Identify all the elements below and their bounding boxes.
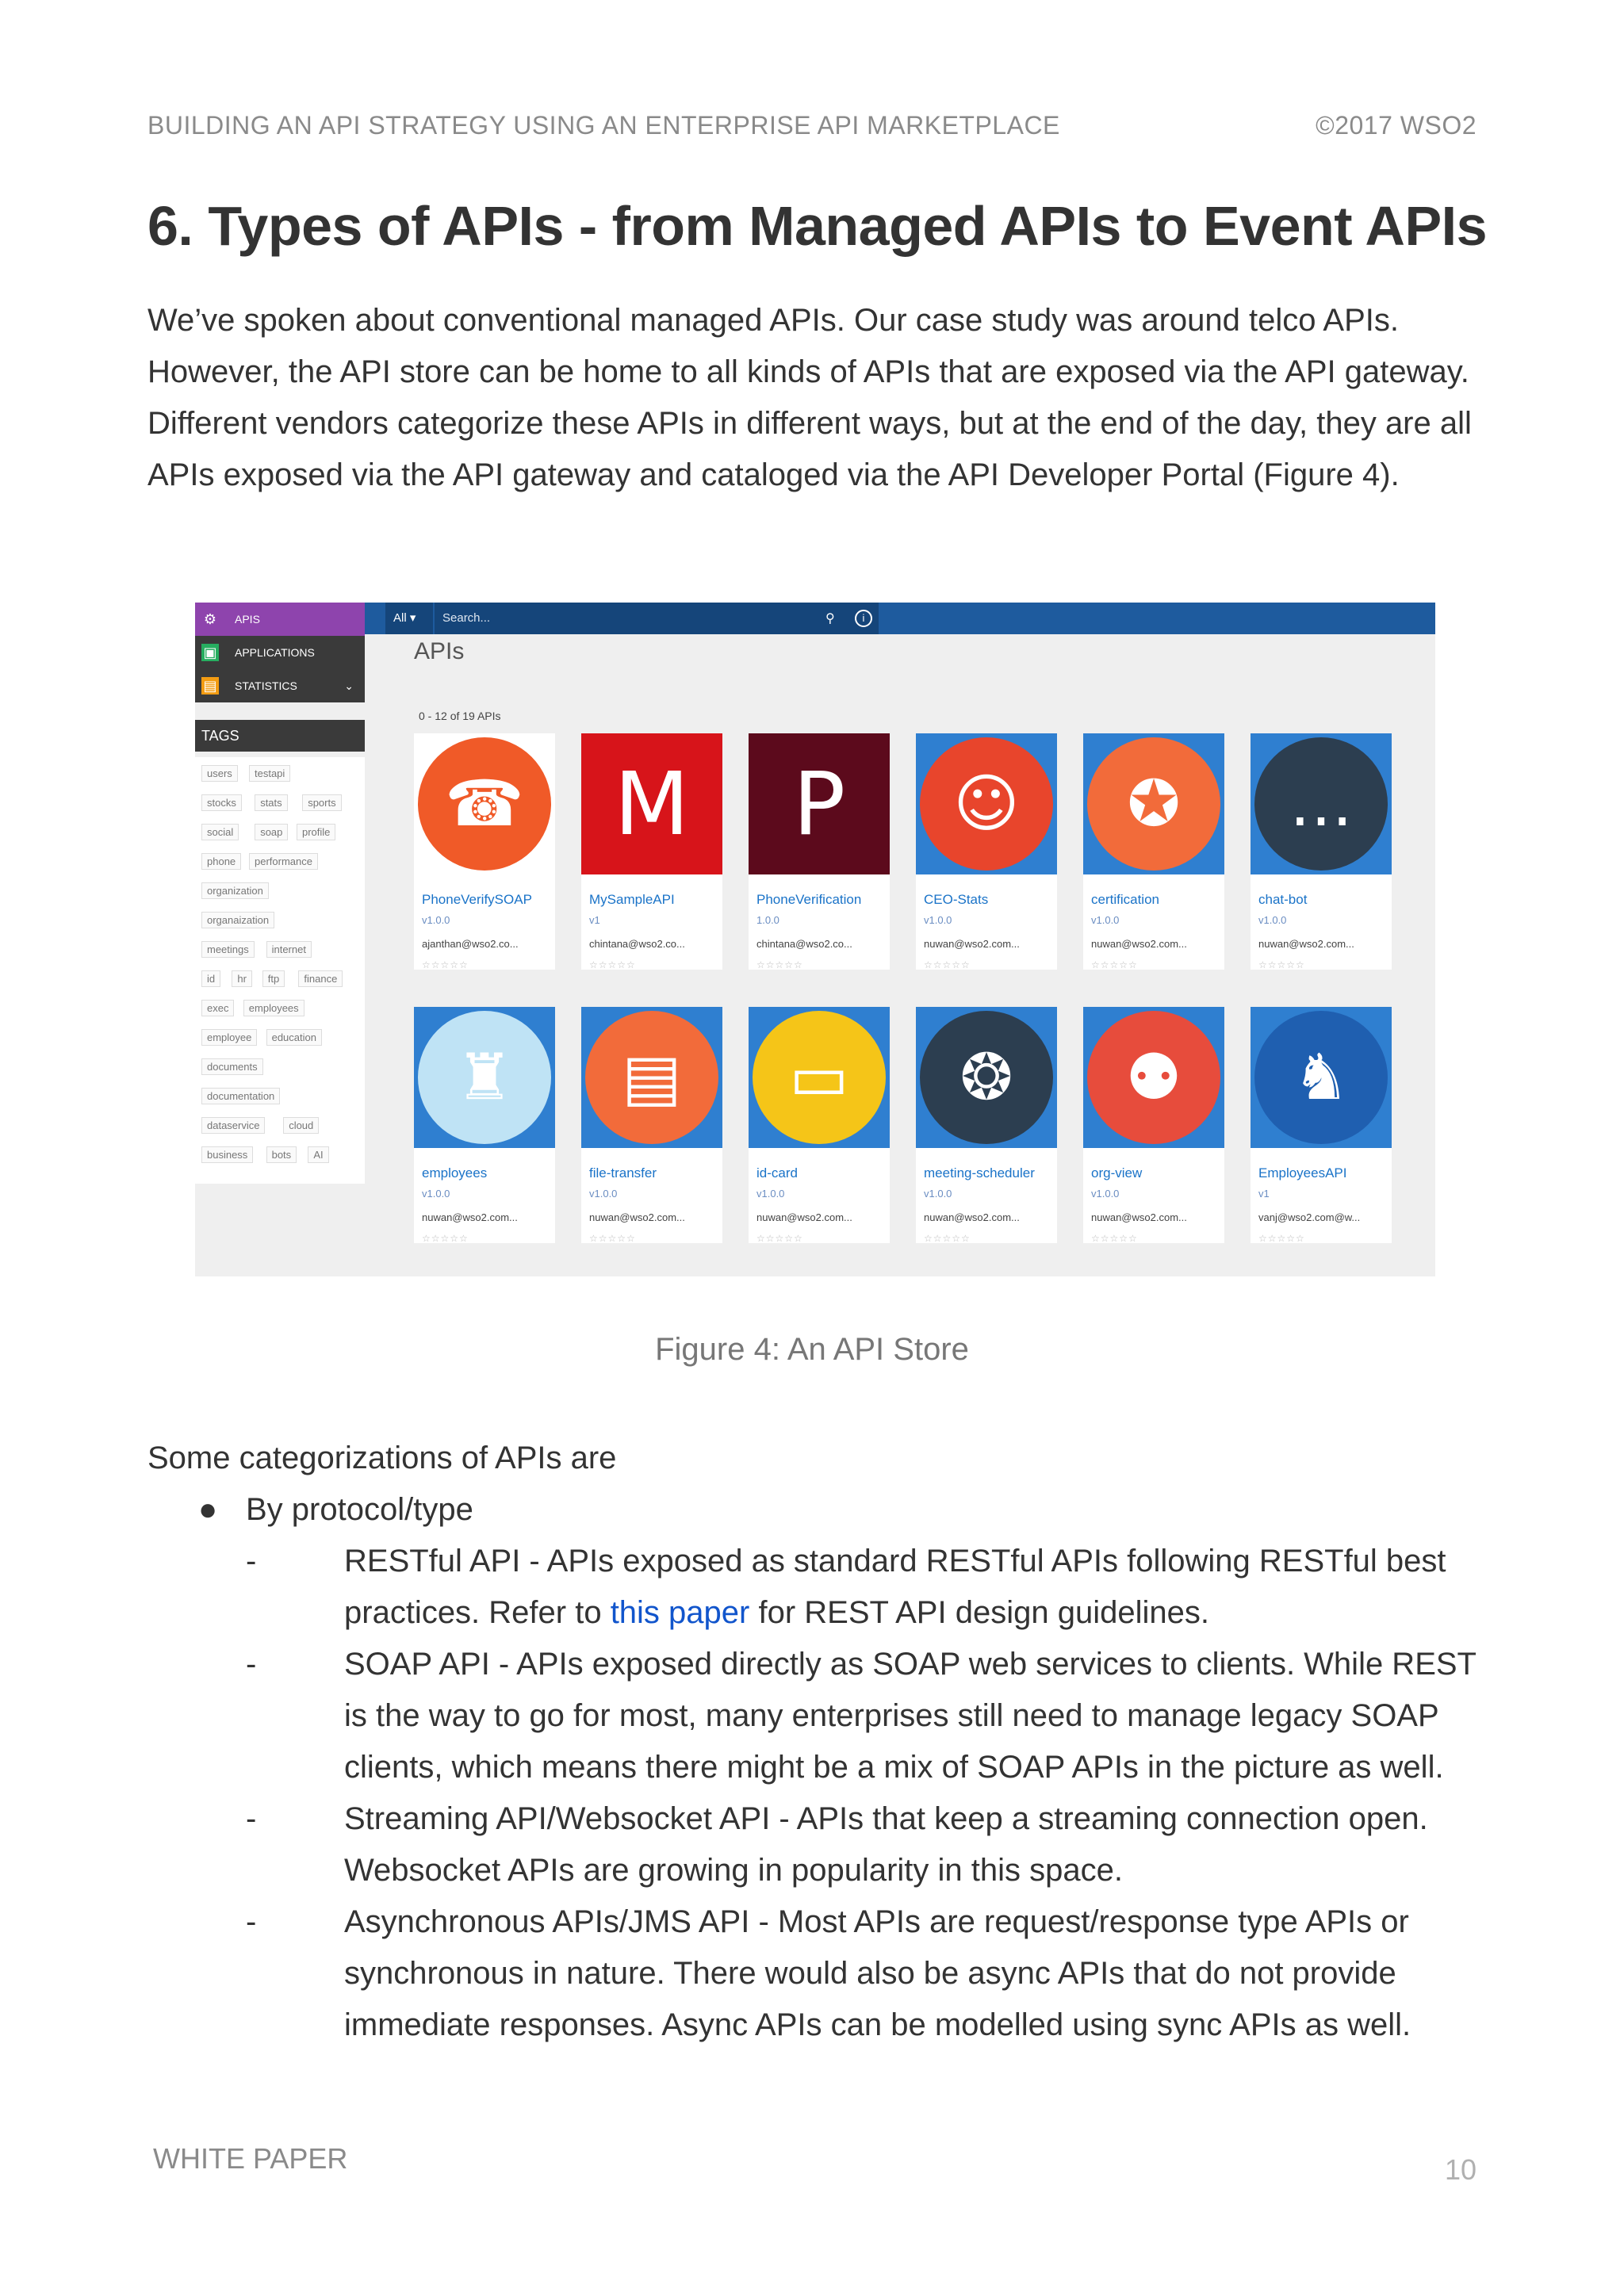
tag-chip[interactable]: documents [201, 1058, 263, 1075]
list-item-restful: - RESTful API - APIs exposed as standard RESTful APIs following RESTful best practices. Refer to this paper for REST API design guidelines. [246, 1544, 1446, 1630]
async-text: Asynchronous APIs/JMS API - Most APIs are request/response type APIs or synchronous in nature. There would also be async APIs that do not provide immediate responses. Async APIs can be modelled using sync APIs as well. [344, 1904, 1411, 2042]
api-card[interactable] [916, 1007, 1057, 1243]
bullet-icon: ● [198, 1492, 218, 1527]
sidebar-item-label: APPLICATIONS [235, 646, 315, 659]
tag-chip[interactable]: profile [297, 824, 335, 840]
store-topbar [195, 603, 1435, 634]
api-thumbnail-icon: … [1254, 737, 1388, 871]
api-rating: ☆☆☆☆☆ [1258, 1233, 1305, 1244]
tag-chip[interactable]: meetings [201, 941, 255, 958]
info-icon[interactable]: i [855, 610, 872, 627]
tag-chip[interactable]: ftp [262, 970, 285, 987]
streaming-text: Streaming API/Websocket API - APIs that keep a streaming connection open. Websocket APIs are growing in popularity in this space. [344, 1801, 1428, 1888]
tag-chip[interactable]: phone [201, 853, 241, 870]
api-owner: nuwan@wso2.com... [589, 1211, 685, 1223]
tag-chip[interactable]: hr [232, 970, 252, 987]
footer-label: WHITE PAPER [153, 2142, 348, 2175]
category-select[interactable]: All ▾ [385, 603, 433, 634]
tags-heading: TAGS [195, 720, 365, 752]
api-thumbnail-icon: ☎ [418, 737, 551, 871]
api-rating: ☆☆☆☆☆ [756, 959, 803, 970]
api-card[interactable] [581, 1007, 722, 1243]
api-store-figure [195, 603, 1435, 1276]
api-thumbnail[interactable] [1083, 1007, 1224, 1148]
gear-icon: ⚙ [203, 611, 217, 627]
api-version: v1.0.0 [1258, 914, 1287, 926]
tag-chip[interactable]: cloud [283, 1117, 319, 1134]
api-owner: nuwan@wso2.com... [1258, 938, 1354, 950]
list-item-soap: - SOAP API - APIs exposed directly as SOAP web services to clients. While REST is the way to go for most, many enterprises still need to manage legacy SOAP clients, which means there might be a mix of SOAP APIs in the picture as well. [246, 1647, 1477, 1785]
chevron-down-icon: ⌄ [344, 679, 354, 692]
api-rating: ☆☆☆☆☆ [924, 1233, 971, 1244]
api-thumbnail-icon: ♞ [1254, 1011, 1388, 1144]
list-item-streaming: - Streaming API/Websocket API - APIs that keep a streaming connection open. Websocket APIs are growing in popularity in this space. [246, 1801, 1428, 1888]
api-thumbnail-icon: ⚉ [1087, 1011, 1220, 1144]
restful-text-suffix: for REST API design guidelines. [749, 1595, 1209, 1630]
api-version: v1 [1258, 1188, 1270, 1200]
sidebar-item-apis[interactable] [195, 603, 365, 636]
api-rating: ☆☆☆☆☆ [422, 1233, 469, 1244]
tag-chip[interactable]: finance [298, 970, 343, 987]
api-owner: ajanthan@wso2.co... [422, 938, 519, 950]
search-input[interactable]: Search... [435, 603, 879, 634]
tag-chip[interactable]: documentation [201, 1088, 280, 1104]
api-name[interactable]: EmployeesAPI [1258, 1165, 1347, 1181]
api-version: v1.0.0 [1091, 1188, 1120, 1200]
api-rating: ☆☆☆☆☆ [756, 1233, 803, 1244]
category-list [147, 1484, 1496, 2051]
tag-chip[interactable]: bots [266, 1146, 297, 1163]
api-owner: vanj@wso2.com@w... [1258, 1211, 1361, 1223]
api-thumbnail-icon: ▤ [585, 1011, 718, 1144]
api-thumbnail-icon: ♜ [418, 1011, 551, 1144]
api-version: v1.0.0 [1091, 914, 1120, 926]
api-rating: ☆☆☆☆☆ [1091, 1233, 1138, 1244]
api-rating: ☆☆☆☆☆ [589, 959, 636, 970]
tag-chip[interactable]: organization [201, 882, 269, 899]
header-copyright: ©2017 WSO2 [1316, 111, 1477, 140]
api-rating: ☆☆☆☆☆ [1258, 959, 1305, 970]
api-name[interactable]: certification [1091, 892, 1159, 907]
tag-chip[interactable]: education [266, 1029, 322, 1046]
api-version: v1.0.0 [924, 914, 952, 926]
figure-caption: Figure 4: An API Store [655, 1332, 969, 1367]
api-thumbnail[interactable] [1083, 733, 1224, 874]
sidebar-item-statistics[interactable] [195, 669, 365, 702]
result-count: 0 - 12 of 19 APIs [419, 710, 501, 722]
applications-icon: ▣ [201, 644, 219, 661]
tag-chip[interactable]: employees [243, 1000, 304, 1016]
categorizations-intro: Some categorizations of APIs are [147, 1441, 617, 1475]
tag-chip[interactable]: id [201, 970, 220, 987]
api-rating: ☆☆☆☆☆ [422, 959, 469, 970]
api-thumbnail[interactable] [414, 1007, 555, 1148]
api-version: v1.0.0 [589, 1188, 618, 1200]
tag-chip[interactable]: users [201, 765, 238, 782]
api-thumbnail-icon: ▭ [753, 1011, 886, 1144]
tag-cloud [195, 757, 365, 1184]
header-title: BUILDING AN API STRATEGY USING AN ENTERPRISE API MARKETPLACE [147, 111, 1060, 140]
tag-chip[interactable]: testapi [249, 765, 290, 782]
api-thumbnail[interactable] [581, 733, 722, 874]
list-item-async: - Asynchronous APIs/JMS API - Most APIs are request/response type APIs or synchronous in nature. There would also be async APIs that do not provide immediate responses. Async APIs can be modelled using sync APIs as well. [246, 1904, 1411, 2042]
api-thumbnail[interactable] [1251, 733, 1392, 874]
tag-chip[interactable]: stocks [201, 794, 242, 811]
api-thumbnail[interactable] [581, 1007, 722, 1148]
api-thumbnail-icon: ❂ [920, 1011, 1053, 1144]
tag-chip[interactable]: stats [255, 794, 287, 811]
tag-chip[interactable]: AI [308, 1146, 328, 1163]
api-name[interactable]: file-transfer [589, 1165, 657, 1181]
api-thumbnail[interactable] [916, 733, 1057, 874]
api-card[interactable] [1083, 1007, 1224, 1243]
api-rating: ☆☆☆☆☆ [1091, 959, 1138, 970]
api-version: v1.0.0 [422, 1188, 450, 1200]
api-rating: ☆☆☆☆☆ [589, 1233, 636, 1244]
api-name[interactable]: employees [422, 1165, 488, 1181]
api-name[interactable]: PhoneVerification [756, 892, 862, 907]
search-icon[interactable]: ⚲ [825, 612, 835, 626]
tag-chip[interactable]: performance [249, 853, 318, 870]
api-name[interactable]: meeting-scheduler [924, 1165, 1035, 1181]
api-name[interactable]: chat-bot [1258, 892, 1308, 907]
api-owner: nuwan@wso2.com... [924, 938, 1020, 950]
bullet-text: By protocol/type [246, 1492, 473, 1527]
api-version: v1.0.0 [924, 1188, 952, 1200]
api-thumbnail[interactable] [414, 733, 555, 874]
tag-chip[interactable]: internet [266, 941, 312, 958]
api-owner: nuwan@wso2.com... [756, 1211, 852, 1223]
api-thumbnail-icon: ☺ [920, 737, 1053, 871]
api-name[interactable]: CEO-Stats [924, 892, 989, 907]
api-rating: ☆☆☆☆☆ [924, 959, 971, 970]
api-thumbnail-icon: P [792, 753, 846, 855]
api-card[interactable] [414, 733, 555, 970]
api-card[interactable] [414, 1007, 555, 1243]
soap-text: SOAP API - APIs exposed directly as SOAP web services to clients. While REST is the way to go for most, many enterprises still need to manage legacy SOAP clients, which means there might be a mix of SOAP APIs in the picture as well. [344, 1647, 1477, 1785]
api-thumbnail-icon: ✪ [1087, 737, 1220, 871]
paper-link[interactable]: this paper [610, 1595, 750, 1630]
api-owner: chintana@wso2.co... [589, 938, 685, 950]
section-title: 6. Types of APIs - from Managed APIs to Event APIs [147, 195, 1488, 257]
page-number: 10 [1444, 2153, 1477, 2186]
tag-chip[interactable]: exec [201, 1000, 234, 1016]
tag-chip[interactable]: soap [255, 824, 288, 840]
api-owner: nuwan@wso2.com... [924, 1211, 1020, 1223]
api-type-list [246, 1536, 1496, 2051]
api-card[interactable] [1083, 733, 1224, 970]
sidebar-item-label: APIS [235, 613, 260, 626]
api-owner: nuwan@wso2.com... [1091, 1211, 1187, 1223]
restful-text-prefix: RESTful API - APIs exposed as standard RESTful APIs following RESTful best practices. Refer to [344, 1544, 1446, 1630]
api-card[interactable] [749, 1007, 890, 1243]
api-card[interactable] [581, 733, 722, 970]
api-card[interactable] [1251, 733, 1392, 970]
api-owner: nuwan@wso2.com... [422, 1211, 518, 1223]
api-version: 1.0.0 [756, 914, 779, 926]
tag-chip[interactable]: dataservice [201, 1117, 265, 1134]
api-owner: chintana@wso2.co... [756, 938, 852, 950]
intro-paragraph: We’ve spoken about conventional managed APIs. Our case study was around telco APIs. However, the API store can be home to all kinds of APIs that are exposed via the API gateway. Different vendors categorize these APIs in different ways, but at the end of the day, they are all APIs exposed via the API gateway and cataloged via the API Developer Portal (Figure 4). [147, 303, 1472, 492]
api-thumbnail[interactable] [749, 733, 890, 874]
page-title: APIs [414, 638, 465, 664]
api-owner: nuwan@wso2.com... [1091, 938, 1187, 950]
api-card[interactable] [1251, 1007, 1392, 1243]
tag-chip[interactable]: business [201, 1146, 253, 1163]
tag-chip[interactable]: social [201, 824, 239, 840]
api-name[interactable]: org-view [1091, 1165, 1143, 1181]
api-thumbnail[interactable] [749, 1007, 890, 1148]
api-name[interactable]: id-card [756, 1165, 798, 1181]
api-thumbnail-icon: M [614, 753, 690, 855]
api-thumbnail[interactable] [916, 1007, 1057, 1148]
api-version: v1 [589, 914, 600, 926]
api-version: v1.0.0 [422, 914, 450, 926]
statistics-icon: ▤ [201, 677, 219, 695]
api-version: v1.0.0 [756, 1188, 785, 1200]
sidebar-item-applications[interactable] [195, 636, 365, 669]
tag-chip[interactable]: sports [302, 794, 341, 811]
api-card[interactable] [916, 733, 1057, 970]
api-name[interactable]: PhoneVerifySOAP [422, 892, 532, 907]
list-item [147, 1484, 1496, 2051]
sidebar-item-label: STATISTICS [235, 679, 297, 692]
api-name[interactable]: MySampleAPI [589, 892, 675, 907]
api-card[interactable] [749, 733, 890, 970]
tag-chip[interactable]: employee [201, 1029, 257, 1046]
api-thumbnail[interactable] [1251, 1007, 1392, 1148]
tag-chip[interactable]: organaization [201, 912, 274, 928]
